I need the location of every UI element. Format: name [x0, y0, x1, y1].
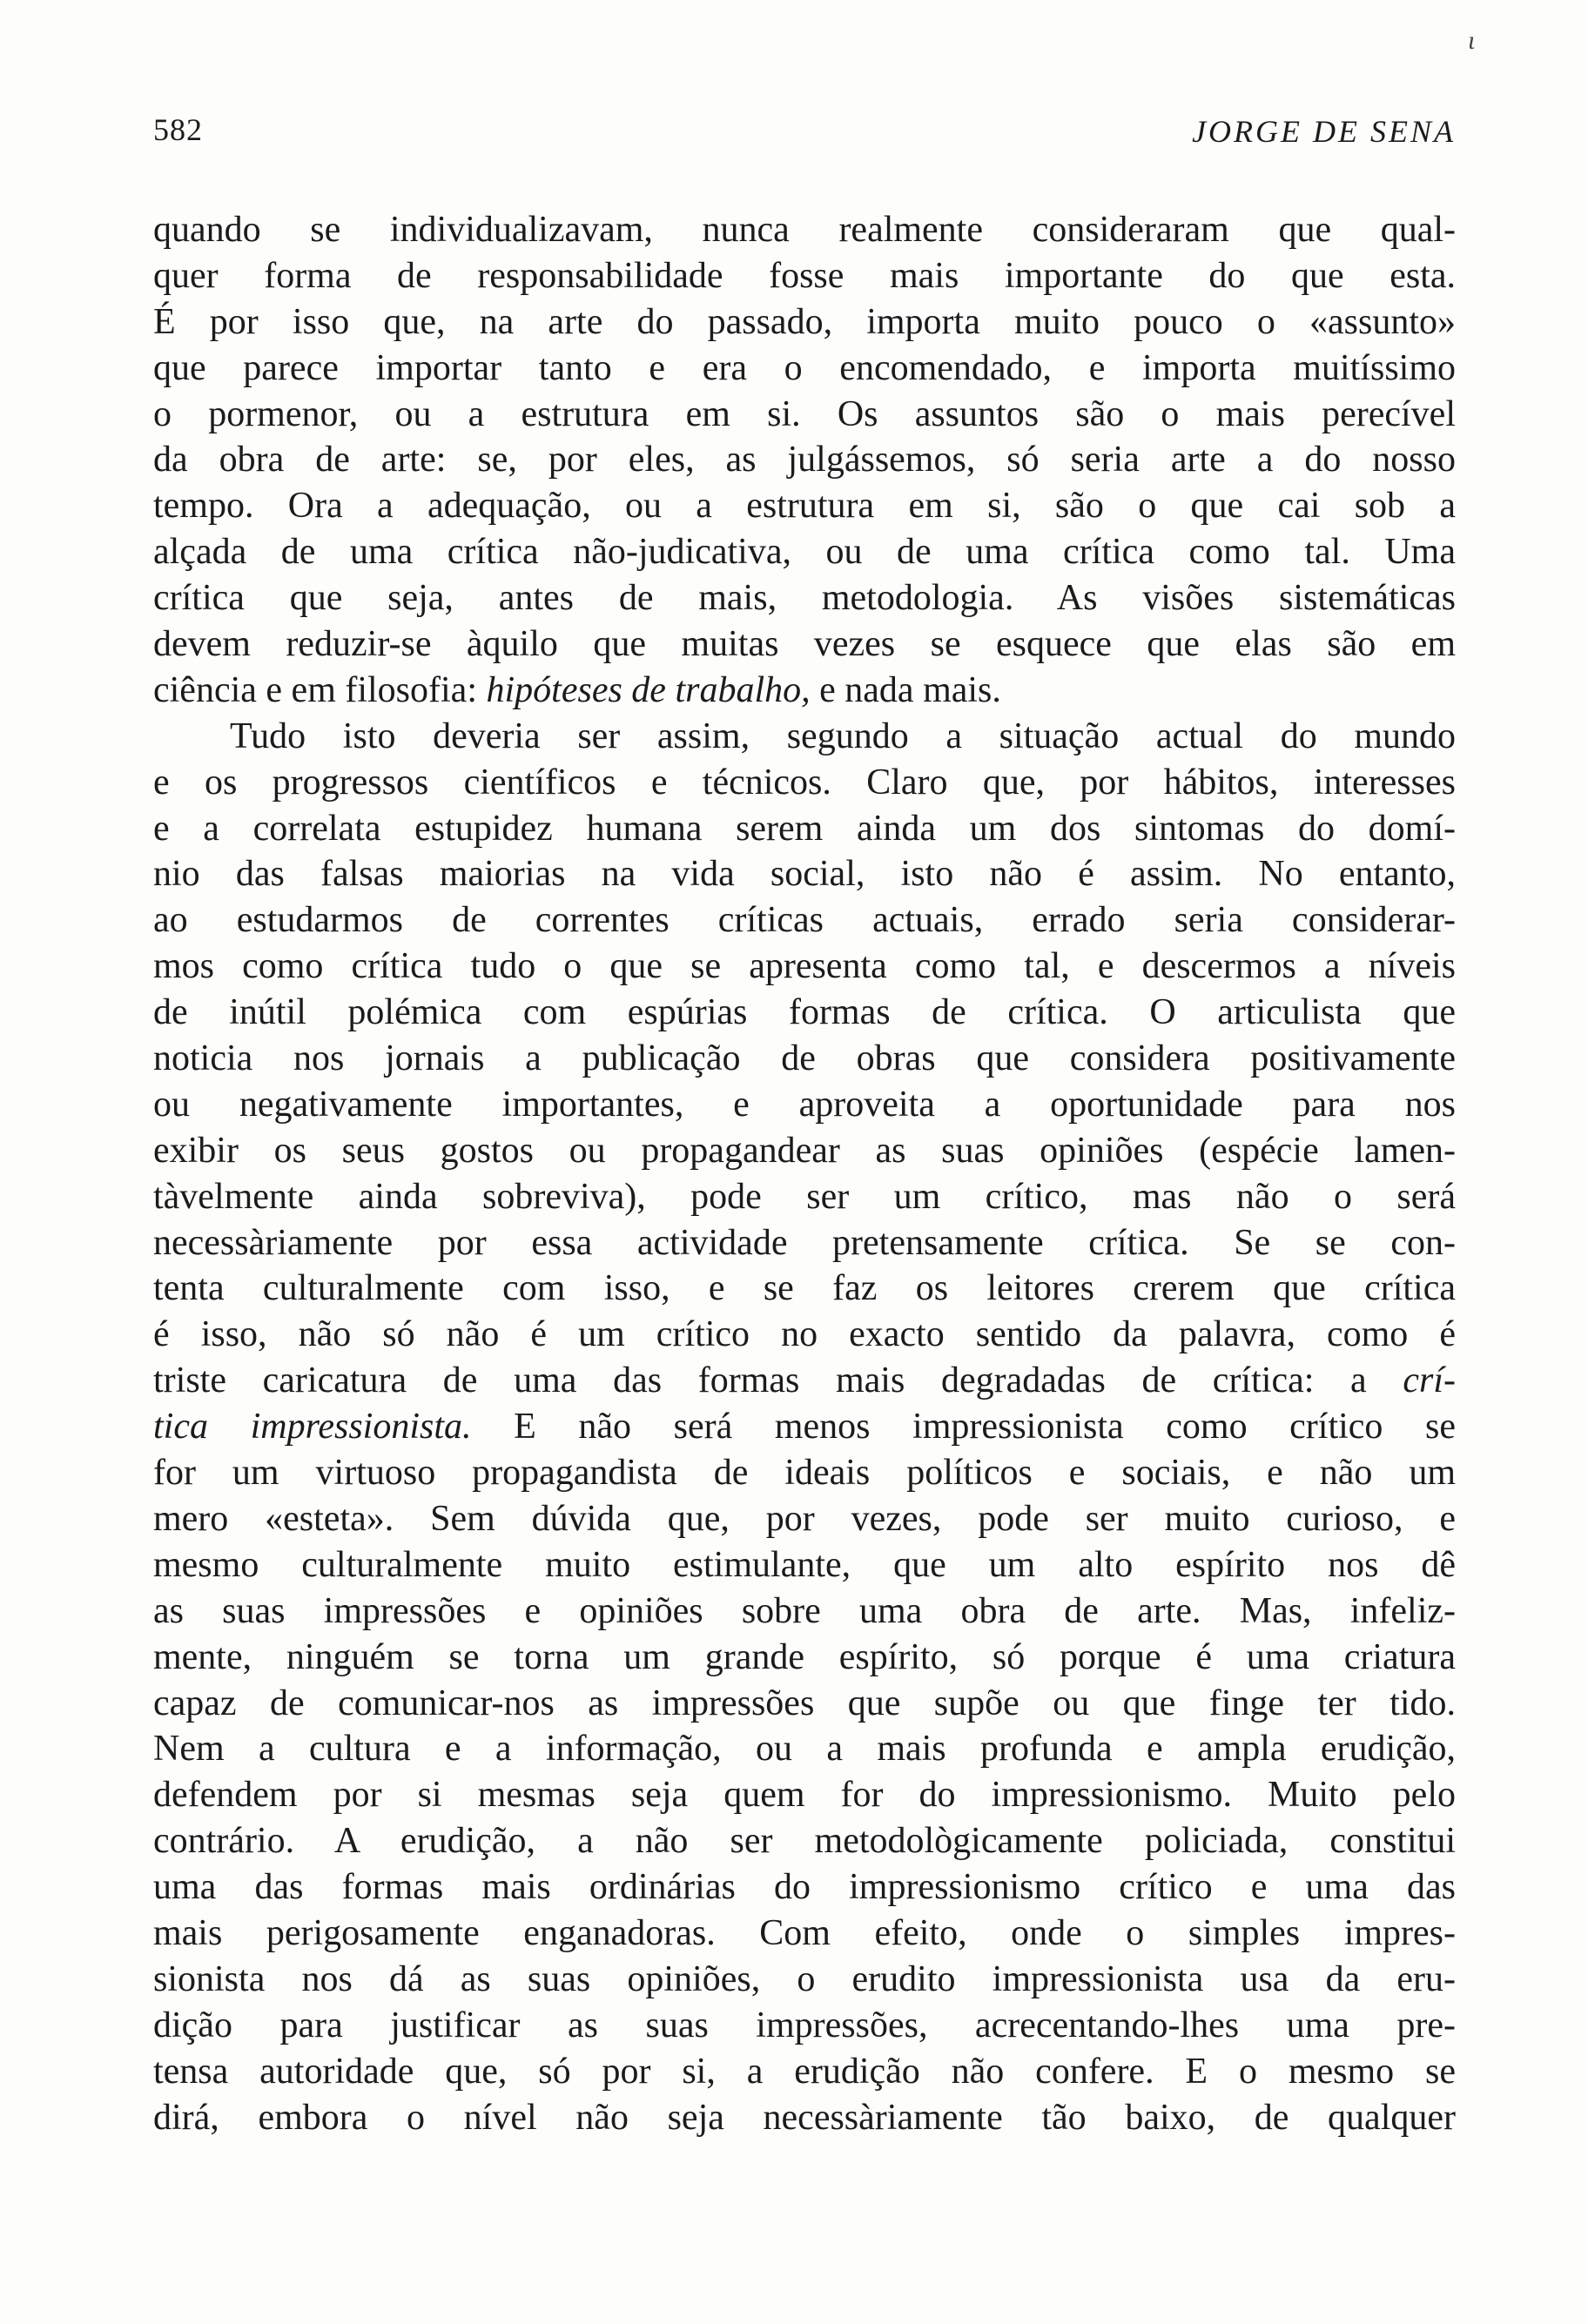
text-line: alçada de uma crítica não-judicativa, ou de uma crítica como tal. Uma	[153, 532, 1456, 573]
text-line: triste caricatura de uma das formas mais degradadas de crítica: a crí-	[153, 1360, 1456, 1401]
text-line: dirá, embora o nível não seja necessàriamente tão baixo, de qualquer	[153, 2097, 1456, 2138]
text-line: mero «esteta». Sem dúvida que, por vezes, pode ser muito curioso, e	[153, 1498, 1456, 1539]
body-text	[153, 207, 1456, 2140]
text-line: as suas impressões e opiniões sobre uma obra de arte. Mas, infeliz-	[153, 1590, 1456, 1631]
text-line: noticia nos jornais a publicação de obras que considera positivamente	[153, 1038, 1456, 1079]
text-line: defendem por si mesmas seja quem for do impressionismo. Muito pelo	[153, 1775, 1456, 1816]
paragraph-end-line: ciência e em filosofia: hipóteses de trabalho, e nada mais.	[153, 669, 1001, 710]
running-title: JORGE DE SENA	[1192, 114, 1456, 149]
text-line: ao estudarmos de correntes críticas actuais, errado seria considerar-	[153, 900, 1456, 941]
text-line: uma das formas mais ordinárias do impressionismo crítico e uma das	[153, 1867, 1456, 1908]
text-line: é isso, não só não é um crítico no exacto sentido da palavra, como é	[153, 1314, 1456, 1355]
text-line: contrário. A erudição, a não ser metodològicamente policiada, constitui	[153, 1821, 1456, 1862]
text-line: sionista nos dá as suas opiniões, o erudito impressionista usa da eru-	[153, 1958, 1456, 1999]
page-header	[153, 111, 1456, 164]
text-line: mesmo culturalmente muito estimulante, que um alto espírito nos dê	[153, 1544, 1456, 1585]
text-line: ou negativamente importantes, e aproveita a oportunidade para nos	[153, 1084, 1456, 1125]
text-line: for um virtuoso propagandista de ideais políticos e sociais, e não um	[153, 1453, 1456, 1494]
text-line: que parece importar tanto e era o encomendado, e importa muitíssimo	[153, 347, 1456, 388]
text-line: necessàriamente por essa actividade pretensamente crítica. Se se con-	[153, 1222, 1456, 1263]
text-line: quer forma de responsabilidade fosse mais importante do que esta.	[153, 255, 1456, 296]
stray-pencil-mark: ɩ	[1468, 26, 1476, 55]
text-line: mos como crítica tudo o que se apresenta como tal, e descermos a níveis	[153, 946, 1456, 987]
text-line: de inútil polémica com espúrias formas de crítica. O articulista que	[153, 992, 1456, 1033]
text-line: mente, ninguém se torna um grande espírito, só porque é uma criatura	[153, 1636, 1456, 1677]
text-line: capaz de comunicar-nos as impressões que supõe ou que finge ter tido.	[153, 1683, 1456, 1723]
text-line: mais perigosamente enganadoras. Com efeito, onde o simples impres-	[153, 1912, 1456, 1953]
text-line: É por isso que, na arte do passado, importa muito pouco o «assunto»	[153, 301, 1456, 342]
paragraph-start-line: Tudo isto deveria ser assim, segundo a situação actual do mundo	[230, 715, 1456, 756]
text-line: tàvelmente ainda sobreviva), pode ser um crítico, mas não o será	[153, 1176, 1456, 1217]
text-line: e os progressos científicos e técnicos. Claro que, por hábitos, interesses	[153, 762, 1456, 803]
text-line: dição para justificar as suas impressões, acrecentando-lhes uma pre-	[153, 2005, 1456, 2045]
text-line: tica impressionista. E não será menos impressionista como crítico se	[153, 1407, 1456, 1447]
text-line: tempo. Ora a adequação, ou a estrutura em si, são o que cai sob a	[153, 486, 1456, 527]
text-line: da obra de arte: se, por eles, as julgássemos, só seria arte a do nosso	[153, 440, 1456, 480]
text-line: Nem a cultura e a informação, ou a mais profunda e ampla erudição,	[153, 1729, 1456, 1770]
italic-term: crí-	[1403, 1360, 1456, 1401]
italic-term: hipóteses de trabalho,	[486, 669, 811, 710]
text-line: devem reduzir-se àquilo que muitas vezes se esquece que elas são em	[153, 624, 1456, 665]
text-line: tensa autoridade que, só por si, a erudição não confere. E o mesmo se	[153, 2051, 1456, 2092]
page-number: 582	[153, 112, 203, 147]
text-line: o pormenor, ou a estrutura em si. Os assuntos são o mais perecível	[153, 393, 1456, 434]
text-line: quando se individualizavam, nunca realmente consideraram que qual-	[153, 210, 1456, 250]
text-line: exibir os seus gostos ou propagandear as suas opiniões (espécie lamen-	[153, 1130, 1456, 1171]
text-line: nio das falsas maiorias na vida social, isto não é assim. No entanto,	[153, 854, 1456, 895]
text-line: crítica que seja, antes de mais, metodologia. As visões sistemáticas	[153, 578, 1456, 619]
text-line: tenta culturalmente com isso, e se faz os leitores crerem que crítica	[153, 1268, 1456, 1309]
text-line: e a correlata estupidez humana serem ainda um dos sintomas do domí-	[153, 808, 1456, 849]
italic-term: tica impressionista.	[153, 1407, 472, 1447]
